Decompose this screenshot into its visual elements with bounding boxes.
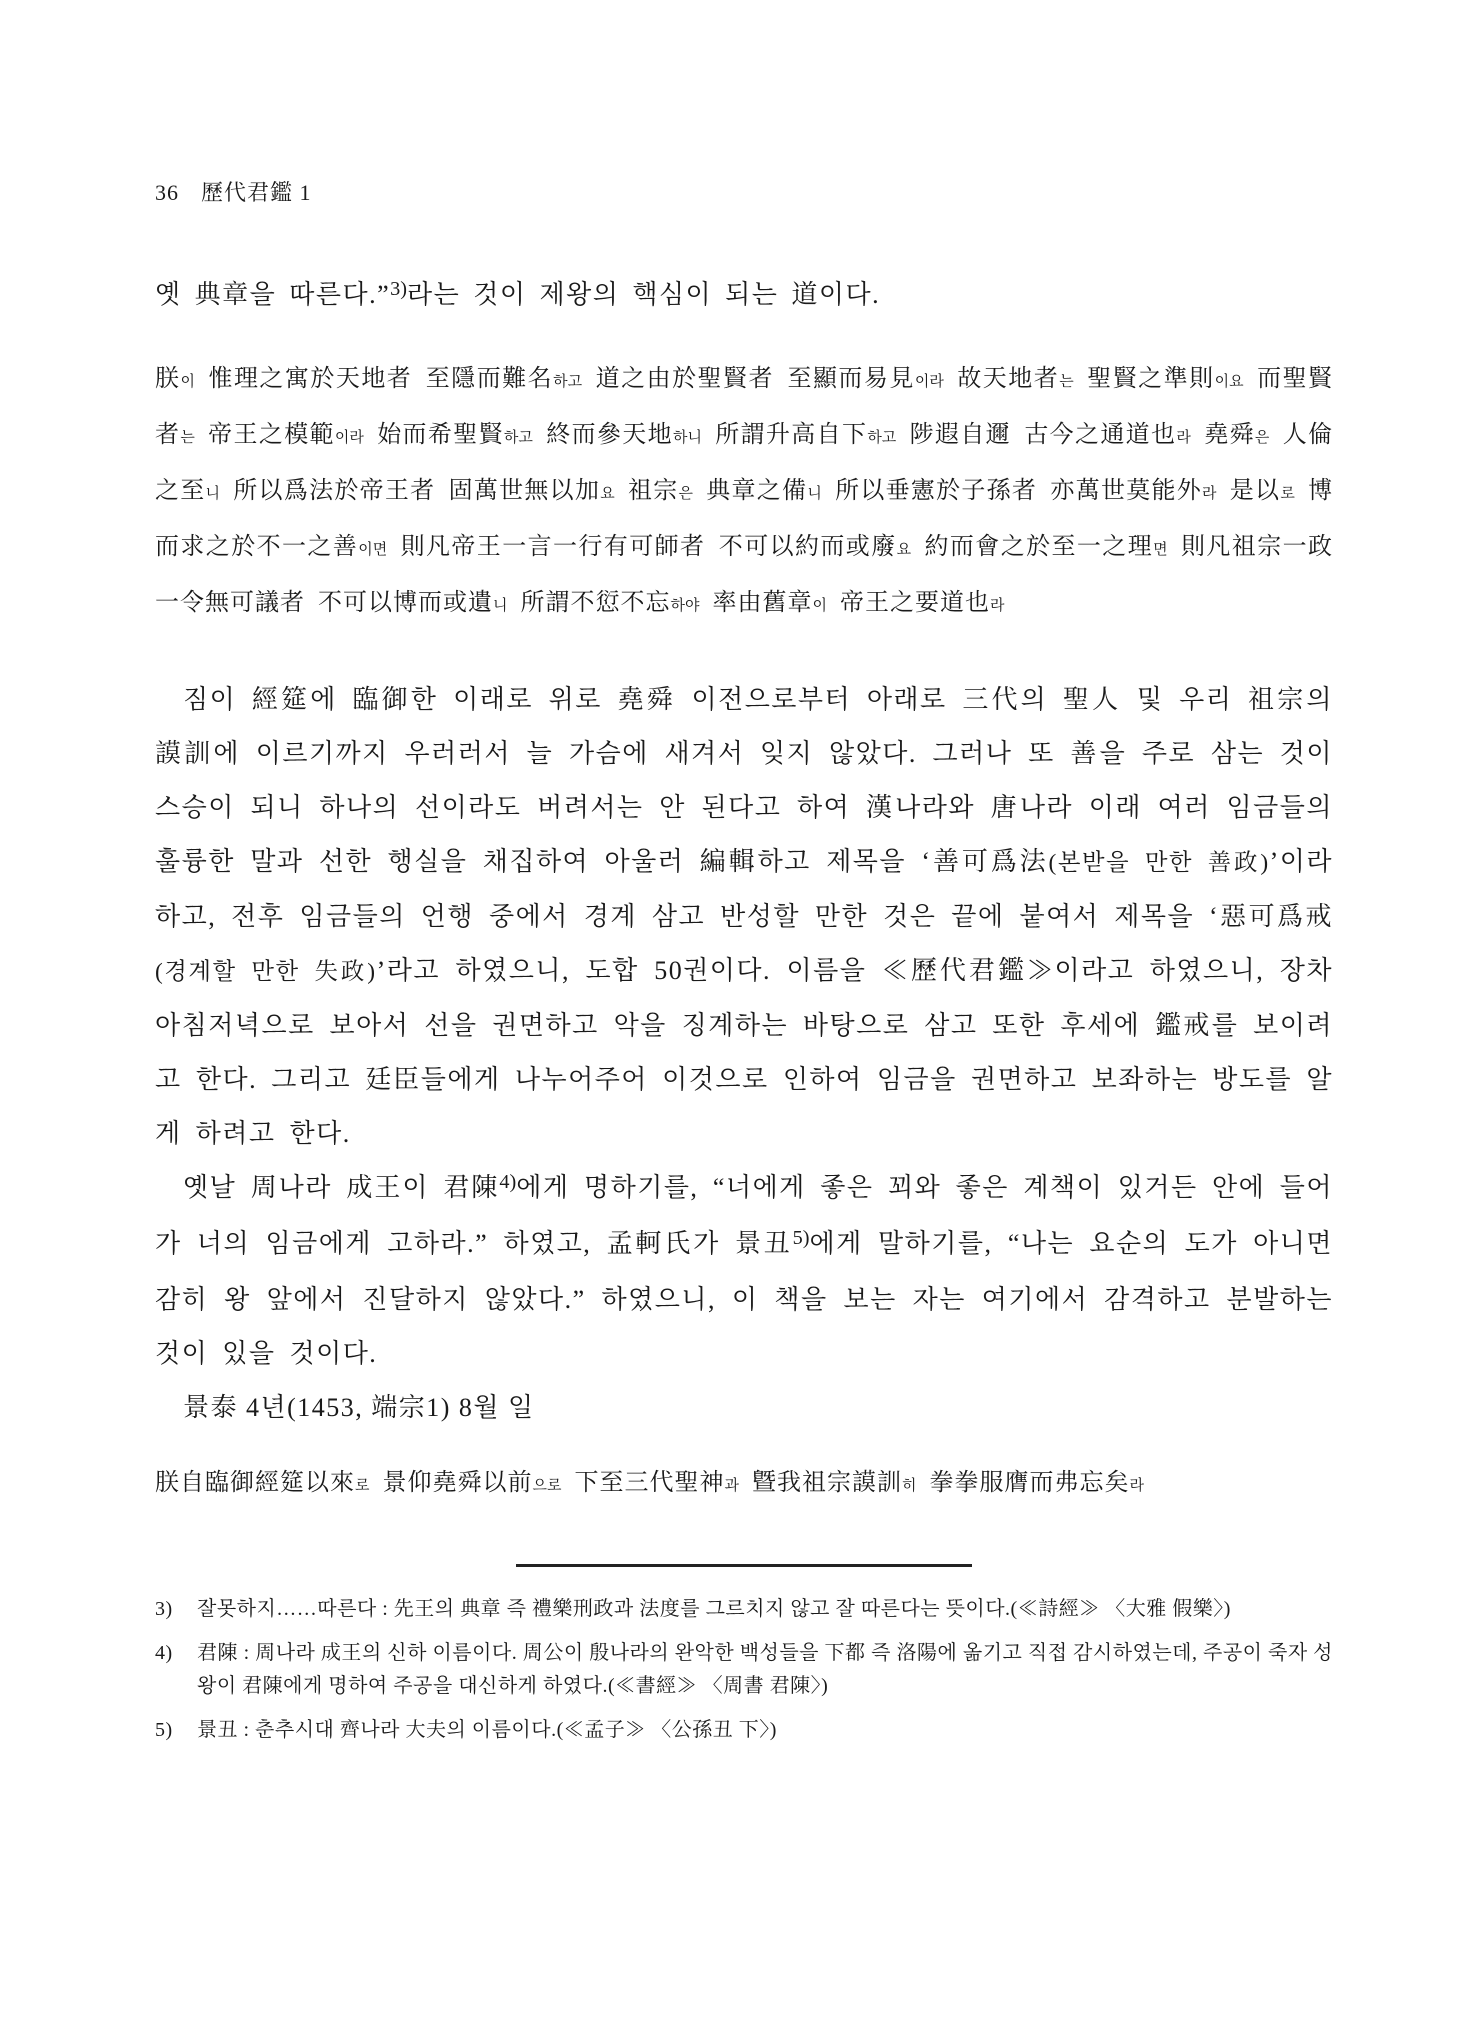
footnote-separator-rule: [516, 1564, 972, 1567]
book-title: 歷代君鑑 1: [201, 180, 312, 205]
hanmun-preface-block: 朕이 惟理之寓於天地者 至隱而難名하고 道之由於聖賢者 至顯而易見이라 故天地者는 聖賢之準則이요 而聖賢者는 帝王之模範이라 始而希聖賢하고 終而參天地하니 所謂升高自下하고 陟遐自邇 古今之通道也라 堯舜은 人倫之至니 所以爲法於帝王者 固萬世無以加요 祖宗은 典章之備니 所以垂憲於子孫者 亦萬世莫能外라 是以로 博而求之於不一之善이면 則凡帝王一言一行有可師者 不可以約而或廢요 約而會之於至一之理면 則凡祖宗一政一令無可議者 不可以博而或遺니 所謂不愆不忘하야 率由舊章이 帝王之要道也라: [155, 366, 1334, 616]
footnote-number: 4): [155, 1642, 173, 1664]
footnote-item: [155, 1593, 1333, 1626]
footnote-number: 3): [155, 1598, 173, 1620]
page-number: 36: [155, 180, 179, 205]
footnote-item: [155, 1714, 1333, 1747]
footnotes-section: [155, 1593, 1333, 1747]
footnote-text: 君陳 : 周나라 成王의 신하 이름이다. 周公이 殷나라의 완악한 백성들을 下都 즉 洛陽에 옮기고 직접 감시하였는데, 주공이 죽자 성왕이 君陳에게 명하여 주공을 대신하게 하였다.(≪書經≫ 〈周書 君陳〉): [197, 1642, 1333, 1697]
page-content: [155, 176, 1333, 1758]
body-paragraph-2: 옛날 周나라 成王이 君陳$^{4)}$에게 명하기를, “너에게 좋은 꾀와 좋은 계책이 있거든 안에 들어가 너의 임금에게 고하라.” 하였고, 孟軻氏가 景丑$^{5)}$에게 말하기를, “나는 요순의 도가 아니면 감히 왕 앞에서 진달하지 않았다.” 하였으니, 이 책을 보는 자는 여기에서 감격하고 분발하는 것이 있을 것이다.: [155, 1171, 1333, 1368]
hanmun-colophon-line: 朕自臨御經筵以來로 景仰堯舜以前으로 下至三代聖神과 曁我祖宗謨訓히 拳拳服膺而弗忘矣라: [155, 1470, 1144, 1496]
running-head: [155, 176, 1333, 207]
footnote-text: 잘못하지……따른다 : 先王의 典章 즉 禮樂刑政과 法度를 그르치지 않고 잘 따른다는 뜻이다.(≪詩經≫ 〈大雅 假樂〉): [197, 1598, 1231, 1620]
body-paragraph-1: 짐이 經筵에 臨御한 이래로 위로 堯舜 이전으로부터 아래로 三代의 聖人 및 우리 祖宗의 謨訓에 이르기까지 우러러서 늘 가슴에 새겨서 잊지 않았다. 그러나 또 善을 주로 삼는 것이 스승이 되니 하나의 선이라도 버려서는 안 된다고 하여 漢나라와 唐나라 이래 여러 임금들의 훌륭한 말과 선한 행실을 채집하여 아울러 編輯하고 제목을 ‘善可爲法(본받을 만한 善政)’이라 하고, 전후 임금들의 언행 중에서 경계 삼고 반성할 만한 것은 끝에 붙여서 제목을 ‘惡可爲戒(경계할 만한 失政)’라고 하였으니, 도합 50권이다. 이름을 ≪歷代君鑑≫이라고 하였으니, 장차 아침저녁으로 보아서 선을 권면하고 악을 징계하는 바탕으로 삼고 또한 후세에 鑑戒를 보이려고 한다. 그리고 廷臣들에게 나누어주어 이것으로 인하여 임금을 권면하고 보좌하는 방도를 알게 하려고 한다.: [155, 685, 1334, 1148]
footnote-item: [155, 1637, 1333, 1703]
footnote-number: 5): [155, 1719, 173, 1741]
footnote-text: 景丑 : 춘추시대 齊나라 大夫의 이름이다.(≪孟子≫ 〈公孫丑 下〉): [197, 1719, 777, 1741]
date-line: 景泰 4년(1453, 端宗1) 8월 일: [183, 1393, 535, 1422]
intro-paragraph: 옛 典章을 따른다.”$^{3)}$라는 것이 제왕의 핵심이 되는 道이다.: [155, 278, 881, 309]
